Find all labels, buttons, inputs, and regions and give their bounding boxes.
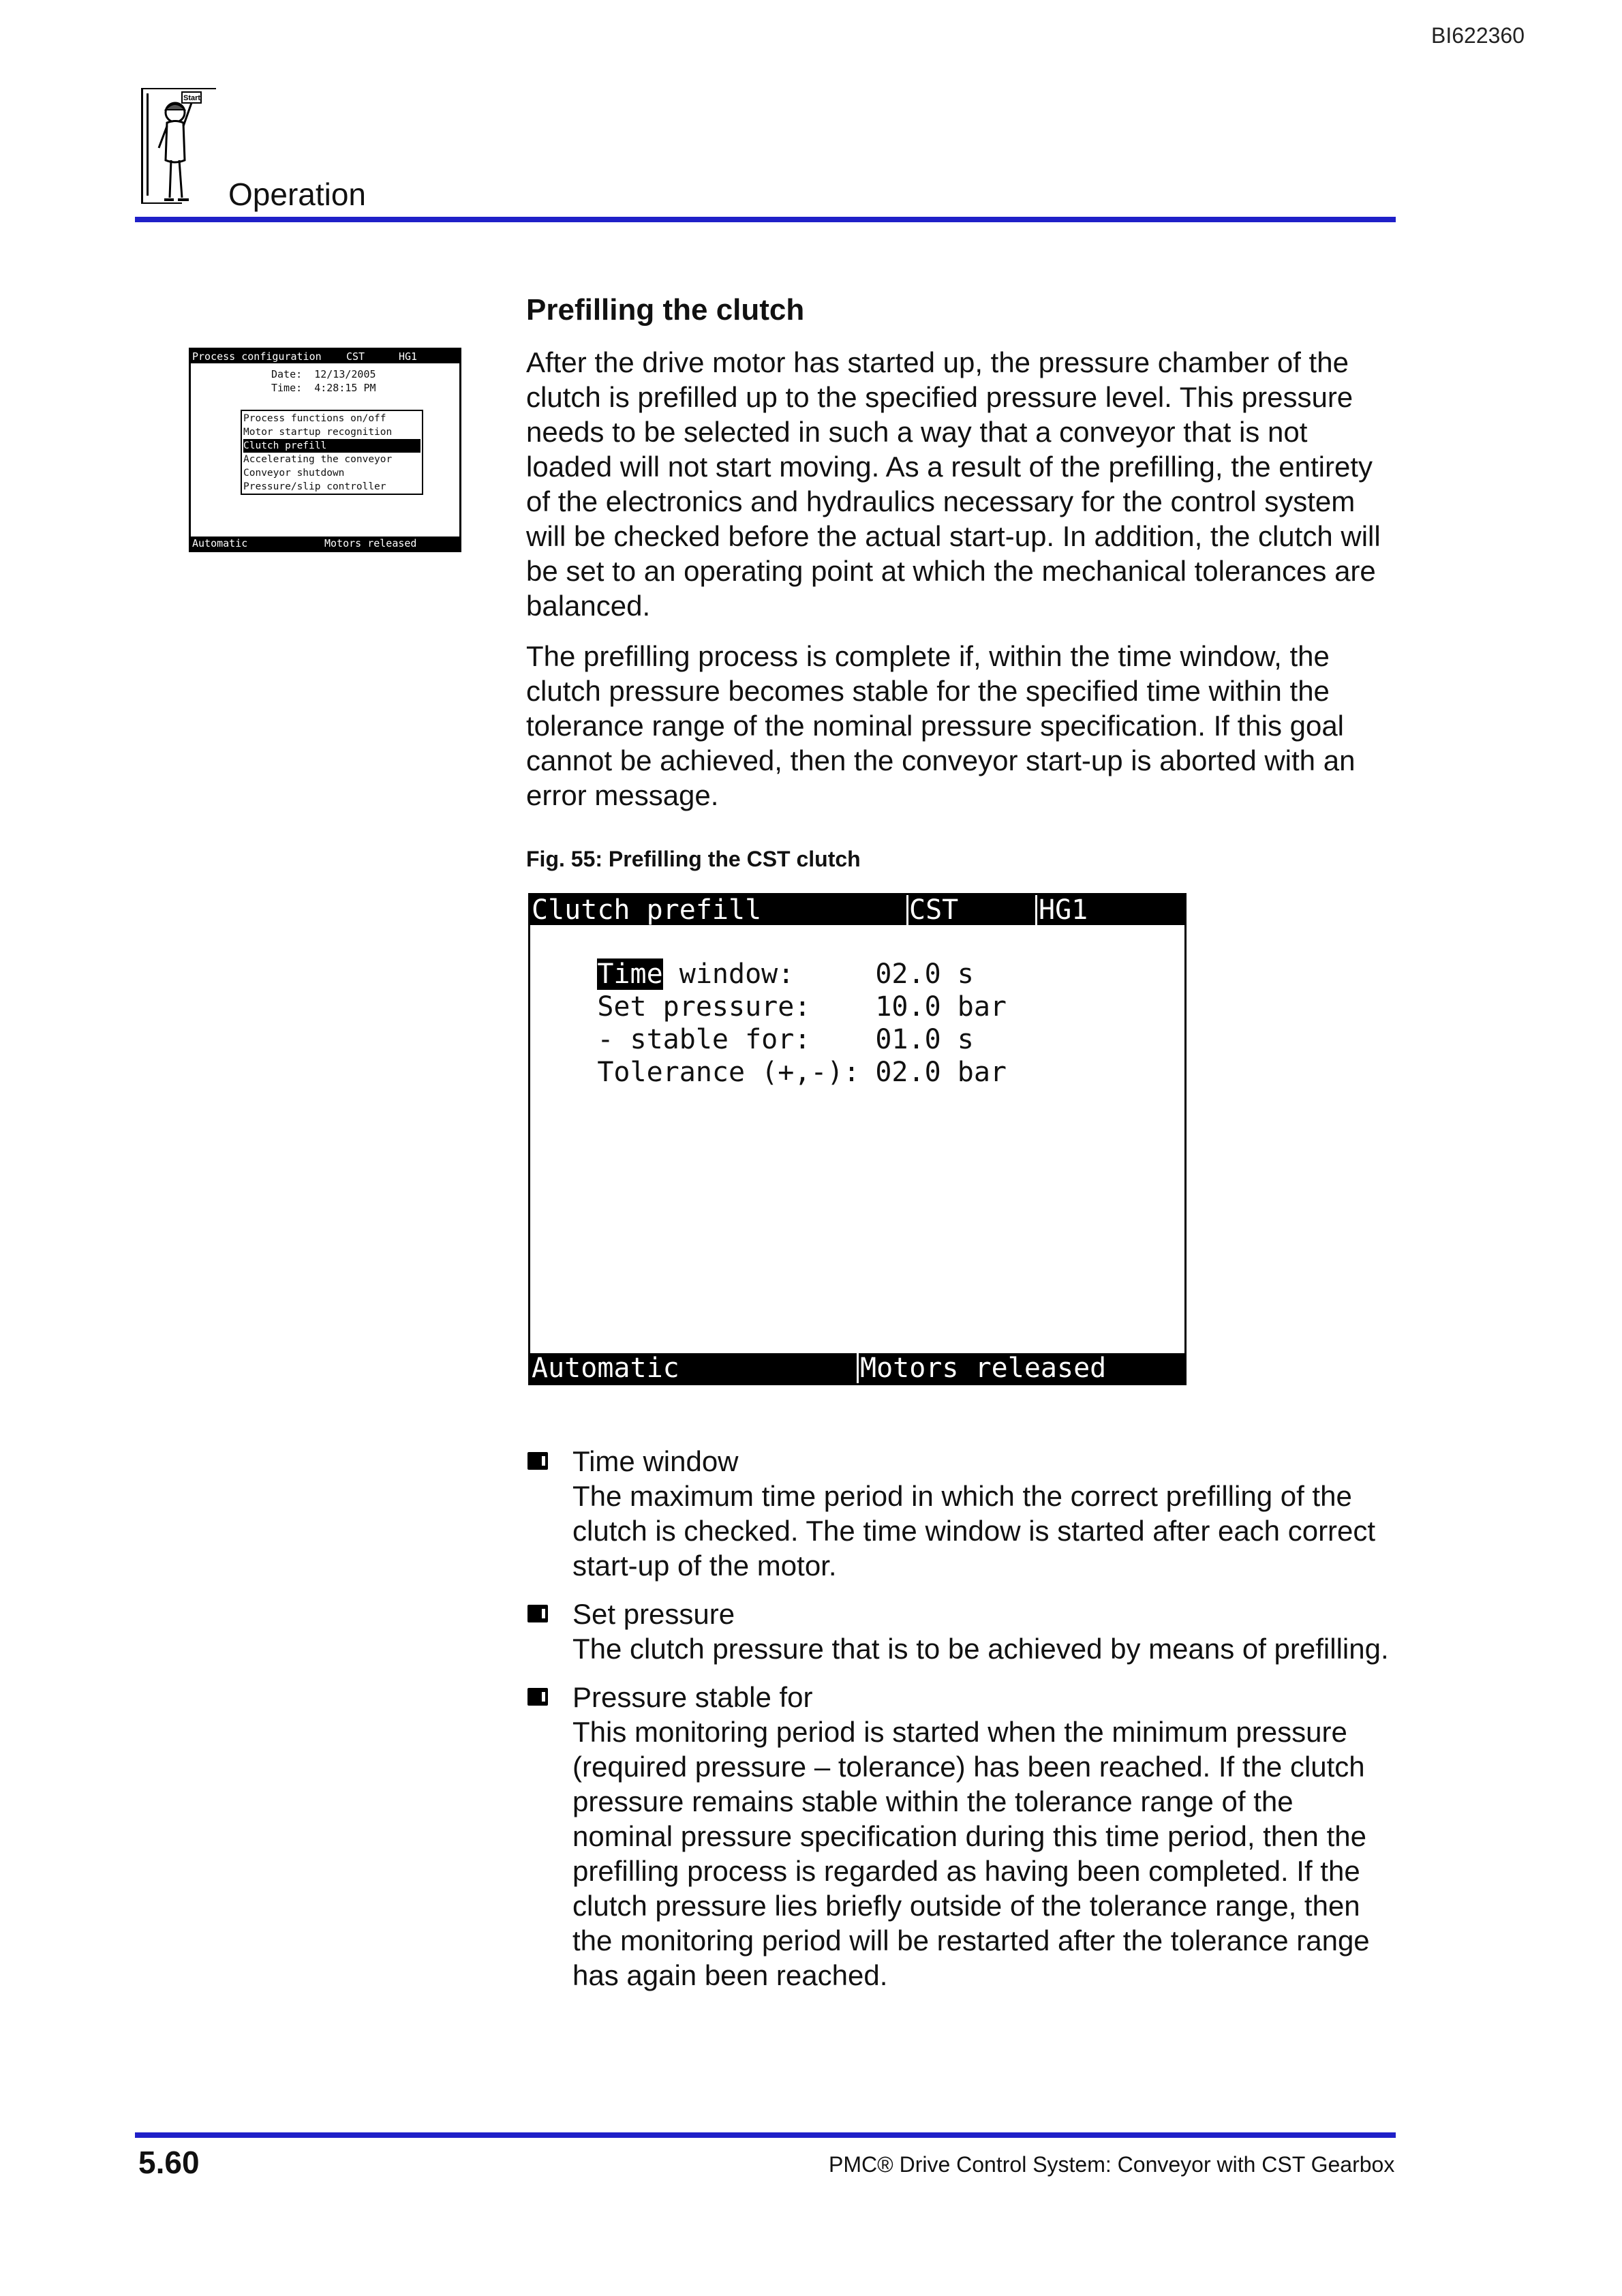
thumbnail-header-mid: CST — [346, 350, 365, 363]
bullet-item — [526, 1597, 1397, 1666]
paragraph: After the drive motor has started up, the pressure chamber of the clutch is prefilled up to the specified pressure level. This pressure needs to be selected in such a way that a conveyor that is not loaded will not start moving. As a result of the prefilling, the entirety of the electronics and hydraulics necessary for the control system will be checked before the actual start-up. In addition, the clutch will be set to an operating point at which the mechanical tolerances are balanced. — [526, 346, 1381, 622]
thumbnail-time: Time: 4:28:15 PM — [271, 382, 376, 394]
section-heading: Prefilling the clutch — [526, 293, 805, 327]
bullet-item — [526, 1680, 1397, 1993]
thumbnail-header-right: HG1 — [399, 350, 418, 363]
screen-row-value: 10.0 bar — [875, 991, 1007, 1023]
screen-row-stable-for[interactable] — [532, 991, 974, 1055]
thumbnail-header — [191, 350, 459, 363]
bullet-text: This monitoring period is started when the minimum pressure (required pressure – tolerance) has been reached. If the clutch pressure remains stable within the tolerance range of the nominal pressure specification during this time period, then the prefilling process is regarded as having been completed. If the clutch pressure lies briefly outside of the tolerance range, then the monitoring period will be restarted after the tolerance range has again been reached. — [572, 1716, 1370, 1991]
screen-header-mid: CST — [909, 894, 959, 926]
page-number: 5.60 — [138, 2145, 200, 2180]
bullet-item — [526, 1444, 1397, 1583]
thumbnail-footer — [191, 537, 459, 550]
thumbnail-menu-item: Conveyor shutdown — [243, 468, 345, 479]
screen-footer — [530, 1353, 1184, 1383]
screen-title: Clutch prefill — [532, 894, 762, 926]
screen-row-label: - stable for: — [597, 1024, 811, 1055]
bullet-title: Set pressure — [572, 1598, 735, 1630]
bullet-title: Time window — [572, 1445, 739, 1477]
header-separator — [906, 895, 908, 925]
document-id: BI622360 — [1431, 23, 1525, 48]
thumbnail-menu-item: Process functions on/off — [243, 413, 386, 424]
thumbnail-menu — [241, 410, 423, 495]
thumbnail-footer-left: Automatic — [192, 537, 248, 549]
screen-cursor: Time — [597, 958, 663, 990]
screen-row-value: 02.0 s — [875, 958, 974, 990]
screen-header-right: HG1 — [1039, 894, 1088, 926]
bullet-square-icon — [527, 1688, 548, 1706]
screen-row-value: 02.0 bar — [875, 1057, 1007, 1088]
screen-row-value: 01.0 s — [875, 1024, 974, 1055]
bullet-text: The clutch pressure that is to be achieved by means of prefilling. — [572, 1633, 1389, 1665]
mascot-sign-label: Start — [183, 94, 201, 102]
bullet-square-icon — [527, 1605, 548, 1622]
bullet-list — [526, 1444, 1397, 2006]
paragraph: The prefilling process is complete if, within the time window, the clutch pressure becomes stable for the specified time within the tolerance range of the nominal pressure specification. If this goal cannot be achieved, then the conveyor start-up is aborted with an error message. — [526, 640, 1356, 811]
mascot-start-icon — [140, 85, 221, 208]
footer-rule — [135, 2132, 1396, 2138]
thumbnail-date: Date: 12/13/2005 — [271, 368, 376, 380]
screen-header — [530, 895, 1184, 925]
thumbnail-menu-item: Motor startup recognition — [243, 427, 393, 438]
footer-separator — [857, 1353, 859, 1383]
clutch-prefill-screen — [528, 893, 1187, 1385]
thumbnail-menu-item: Pressure/slip controller — [243, 481, 386, 492]
screen-row-tolerance[interactable] — [532, 1023, 1007, 1088]
screen-footer-left: Automatic — [532, 1353, 679, 1384]
thumbnail-menu-item: Accelerating the conveyor — [243, 454, 393, 465]
process-configuration-thumbnail — [189, 348, 461, 552]
footer-text: PMC® Drive Control System: Conveyor with CST Gearbox — [829, 2152, 1395, 2177]
thumbnail-menu-item-selected: Clutch prefill — [243, 439, 420, 453]
bullet-title: Pressure stable for — [572, 1681, 813, 1713]
figure-caption: Fig. 55: Prefilling the CST clutch — [526, 847, 861, 871]
screen-row-label: Set pressure: — [597, 991, 811, 1023]
screen-row-set-pressure[interactable] — [532, 958, 1007, 1023]
header-separator — [1035, 895, 1037, 925]
thumbnail-footer-right: Motors released — [324, 537, 417, 549]
screen-row-label: Tolerance (+,-): — [597, 1057, 860, 1088]
screen-row-label: window: — [662, 958, 795, 990]
section-title: Operation — [228, 177, 367, 212]
bullet-text: The maximum time period in which the correct prefilling of the clutch is checked. The time window is started after each correct start-up of the motor. — [572, 1480, 1376, 1582]
screen-footer-right: Motors released — [860, 1353, 1107, 1384]
bullet-square-icon — [527, 1452, 548, 1470]
header-rule — [135, 217, 1396, 222]
screen-row-time-window[interactable] — [532, 925, 974, 990]
thumbnail-title: Process configuration — [192, 350, 322, 363]
